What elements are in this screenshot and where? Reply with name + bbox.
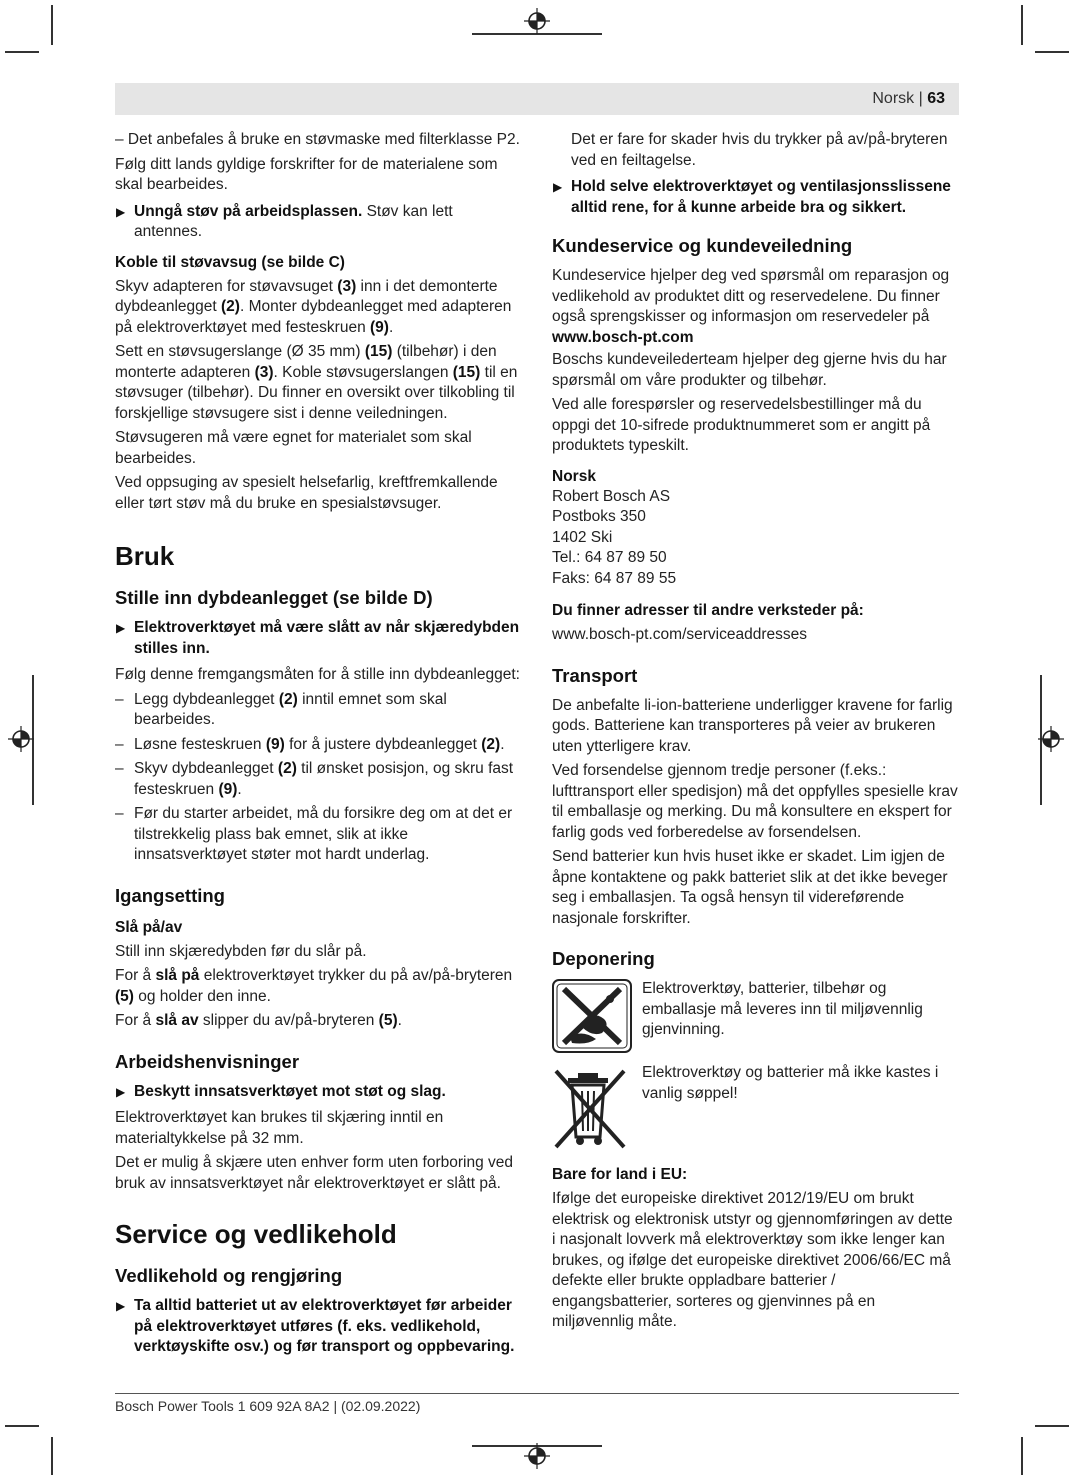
- paragraph: – Det anbefales å bruke en støvmaske med filterklasse P2.: [115, 131, 520, 148]
- link[interactable]: www.bosch-pt.com/serviceaddresses: [552, 626, 807, 643]
- part-ref: (15): [364, 343, 393, 360]
- list-item: [115, 759, 525, 800]
- paragraph: Følg denne fremgangsmåten for å stille inn dybdeanlegget:: [115, 666, 520, 683]
- warning-bullet: ▶ Hold selve elektroverktøyet og ventilasjonsslissene alltid rene, for å kunne arbeide bra og sikkert.: [552, 177, 959, 218]
- address-line: Tel.: 64 87 89 50: [552, 549, 667, 566]
- registration-target-icon: [1038, 726, 1064, 752]
- emphasis: slå av: [155, 1012, 199, 1029]
- text: Kundeservice hjelper deg ved spørsmål om reparasjon og vedlikehold av produktet ditt og reservedelene. Du finner også sprengskisser og informasjon om reservedeler på: [552, 267, 950, 325]
- registration-target-icon: [524, 1443, 550, 1469]
- part-ref: (3): [254, 363, 274, 381]
- page-header-text: [872, 90, 945, 108]
- text: Legg dybdeanlegget: [134, 690, 279, 708]
- text: (tilbehør) i den monterte adapteren: [115, 343, 497, 381]
- paragraph: Støvsugeren må være egnet for materialet som skal bearbeides.: [115, 429, 472, 467]
- text: For å: [115, 1012, 156, 1029]
- footer-divider: [115, 1393, 959, 1394]
- heading: Kundeservice og kundeveiledning: [552, 235, 853, 256]
- crop-mark-bottom-right-h: [1035, 1425, 1069, 1427]
- paragraph: [115, 277, 525, 339]
- section-heading: Service og vedlikehold: [115, 1219, 397, 1249]
- part-ref: (9): [370, 318, 389, 336]
- header-separator: |: [918, 90, 923, 107]
- list-item: [115, 690, 525, 731]
- list-item: [115, 735, 525, 756]
- page-header: [115, 83, 959, 115]
- section-heading: Bruk: [115, 541, 175, 571]
- part-ref: (9): [265, 735, 285, 753]
- page-footer: Bosch Power Tools 1 609 92A 8A2 | (02.09.2022): [115, 1398, 421, 1414]
- text: slipper du av/på-bryteren: [198, 1012, 379, 1029]
- paragraph: Følg ditt lands gyldige forskrifter for de materialene som skal bearbeides.: [115, 155, 498, 193]
- paragraph: Det er mulig å skjære uten enhver form uten forboring ved bruk av innsatsverktøyet når elektroverktøyet er slått på.: [115, 1154, 514, 1192]
- address-line: Postboks 350: [552, 508, 646, 525]
- disposal-row: [552, 1063, 959, 1151]
- text: .: [397, 1012, 402, 1029]
- part-ref: (15): [452, 363, 481, 381]
- paragraph: [115, 966, 525, 1007]
- crop-mark-top-right-v: [1021, 5, 1023, 45]
- paragraph: Send batterier kun hvis huset ikke er skadet. Lim igjen de åpne kontaktene og pakk batteriet slik at det ikke beveger seg i emballasjen. Ta også hensyn til videreførende nasjonale forskrifter.: [552, 848, 948, 927]
- text: Skyv dybdeanlegget: [134, 760, 278, 777]
- crop-mark-bottom-right-v: [1021, 1437, 1023, 1475]
- no-litter-icon: [552, 979, 632, 1053]
- part-ref: (5): [378, 1012, 398, 1029]
- warning-bullet: ▶ Beskytt innsatsverktøyet mot støt og slag.: [115, 1082, 525, 1103]
- page-number: 63: [927, 90, 945, 107]
- warning-bullet: ▶ Ta alltid batteriet ut av elektroverktøyet før arbeider på elektroverktøyet utføres (f. eks. vedlikehold, verktøyskifte osv.) og før transport og oppbevaring.: [115, 1296, 525, 1358]
- paragraph: Elektroverktøyet kan brukes til skjæring inntil en materialtykkelse på 32 mm.: [115, 1109, 444, 1147]
- text: . Monter dybdeanlegget med adapteren på elektroverktøyet med festeskruen: [115, 298, 512, 336]
- list-item: [115, 804, 525, 866]
- heading: Deponering: [552, 948, 655, 969]
- part-ref: (3): [337, 277, 357, 295]
- text: .: [500, 735, 505, 753]
- part-ref: (5): [115, 987, 134, 1005]
- paragraph: Ved alle forespørsler og reservedelsbestillinger må du oppgi det 10-sifrede produktnummeret som er angitt på produktets typeskilt.: [552, 396, 931, 454]
- crop-mark-top-left-h: [5, 51, 39, 53]
- text: Skyv adapteren for støvavsuget: [115, 277, 338, 295]
- text: elektroverktøyet trykker du på av/på-bryteren: [199, 967, 513, 984]
- registration-target-icon: [8, 726, 34, 752]
- disposal-row: [552, 979, 959, 1053]
- paragraph: Boschs kundeveilederteam hjelper deg gjerne hvis du har spørsmål om våre produkter og tilbehør.: [552, 351, 947, 389]
- emphasis: slå på: [155, 967, 200, 984]
- text: og holder den inne.: [133, 987, 271, 1005]
- part-ref: (2): [277, 760, 297, 777]
- bullet-text: Støv kan lett antennes.: [134, 202, 453, 240]
- text: For å: [115, 967, 156, 984]
- paragraph: Ved oppsuging av spesielt helsefarlig, kreftfremkallende eller tørt støv må du bruke en spesialstøvsuger.: [115, 474, 498, 512]
- heading: Arbeidshenvisninger: [115, 1050, 300, 1072]
- paragraph: De anbefalte li-ion-batteriene underligger kravene for farlig gods. Batteriene kan transporteres på veier av brukeren uten ytterligere krav.: [552, 696, 953, 755]
- address-line: Robert Bosch AS: [552, 487, 671, 505]
- subheading: Koble til støvavsug (se bilde C): [115, 253, 345, 271]
- address-line: Faks: 64 87 89 55: [552, 569, 677, 587]
- text: til en støvsuger (tilbehør). Du finner en oversikt over tilkobling til forskjellige støvsugere sist i denne veiledningen.: [115, 363, 518, 422]
- text: Sett en støvsugerslange (Ø 35 mm): [115, 343, 365, 360]
- text: . Koble støvsugerslangen: [273, 363, 453, 381]
- paragraph: Ifølge det europeiske direktivet 2012/19/EU om brukt elektrisk og elektronisk utstyr og gjennomføringen av dette i nasjonalt lovverk må elektroverktøy som ikke lenger kan brukes, og ifølge det europeiske direktivet 2006/66/EC må defekte eller brukte oppladbare batterier / engangsbatterier, sorteres og gjenvinnes på en miljøvennlig måte.: [552, 1190, 953, 1330]
- warning-bullet: ▶ Elektroverktøyet må være slått av når skjæredybden stilles inn.: [115, 618, 525, 659]
- text: til ønsket posisjon, og skru fast festeskruen: [134, 760, 514, 798]
- subheading: Du finner adresser til andre verksteder på:: [552, 602, 864, 619]
- crop-mark-top-right-h: [1035, 51, 1069, 53]
- heading: Vedlikehold og rengjøring: [115, 1265, 343, 1286]
- text: .: [388, 318, 394, 336]
- right-column: [552, 130, 959, 1337]
- subheading: Bare for land i EU:: [552, 1166, 688, 1183]
- crop-mark-bottom-left-h: [5, 1425, 39, 1427]
- paragraph: [552, 266, 959, 328]
- part-ref: (2): [278, 690, 298, 708]
- crossed-bin-icon: [552, 1063, 632, 1151]
- part-ref: (2): [481, 735, 501, 753]
- text: Før du starter arbeidet, må du forsikre deg om at det er tilstrekkelig plass bak emnet, slik at ikke innsatsverktøyet støter mot hardt underlag.: [134, 805, 513, 863]
- text: Løsne festeskruen: [134, 735, 266, 753]
- part-ref: (2): [221, 298, 240, 315]
- text: for å justere dybdeanlegget: [284, 735, 482, 753]
- paragraph: [115, 1011, 525, 1032]
- heading: Transport: [552, 664, 638, 686]
- text: inntil emnet som skal bearbeides.: [134, 690, 447, 728]
- crop-mark-top-left-v: [51, 5, 53, 45]
- text: .: [237, 780, 242, 798]
- crop-mark-bottom-left-v: [51, 1437, 53, 1475]
- disposal-text: Elektroverktøy, batterier, tilbehør og emballasje må leveres inn til miljøvennlig gjenvinning.: [642, 980, 923, 1038]
- part-ref: (9): [218, 780, 238, 798]
- address-line: 1402 Ski: [552, 528, 613, 546]
- bullet-bold: Unngå støv på arbeidsplassen.: [134, 202, 363, 220]
- paragraph: [115, 342, 525, 424]
- left-column: [115, 130, 525, 1364]
- warning-bullet: [115, 202, 525, 243]
- address-country: Norsk: [552, 467, 596, 485]
- paragraph: Ved forsendelse gjennom tredje personer (f.eks.: lufttransport eller spedisjon) må det oppfylles spesielle krav til emballasje og merking. Du må konsultere en ekspert for farlig gods ved forberedelse av forsendelsen.: [552, 762, 958, 841]
- heading: Stille inn dybdeanlegget (se bilde D): [115, 587, 433, 608]
- subheading: Slå på/av: [115, 918, 183, 936]
- link[interactable]: www.bosch-pt.com: [552, 328, 694, 346]
- paragraph: Still inn skjæredybden før du slår på.: [115, 942, 367, 960]
- header-section: Norsk: [872, 90, 915, 107]
- text: inn i det demonterte dybdeanlegget: [115, 277, 498, 315]
- disposal-text: Elektroverktøy og batterier må ikke kastes i vanlig søppel!: [642, 1064, 939, 1102]
- heading: Igangsetting: [115, 884, 225, 906]
- registration-target-icon: [524, 8, 550, 34]
- paragraph: Det er fare for skader hvis du trykker på av/på-bryteren ved en feiltagelse.: [571, 131, 948, 169]
